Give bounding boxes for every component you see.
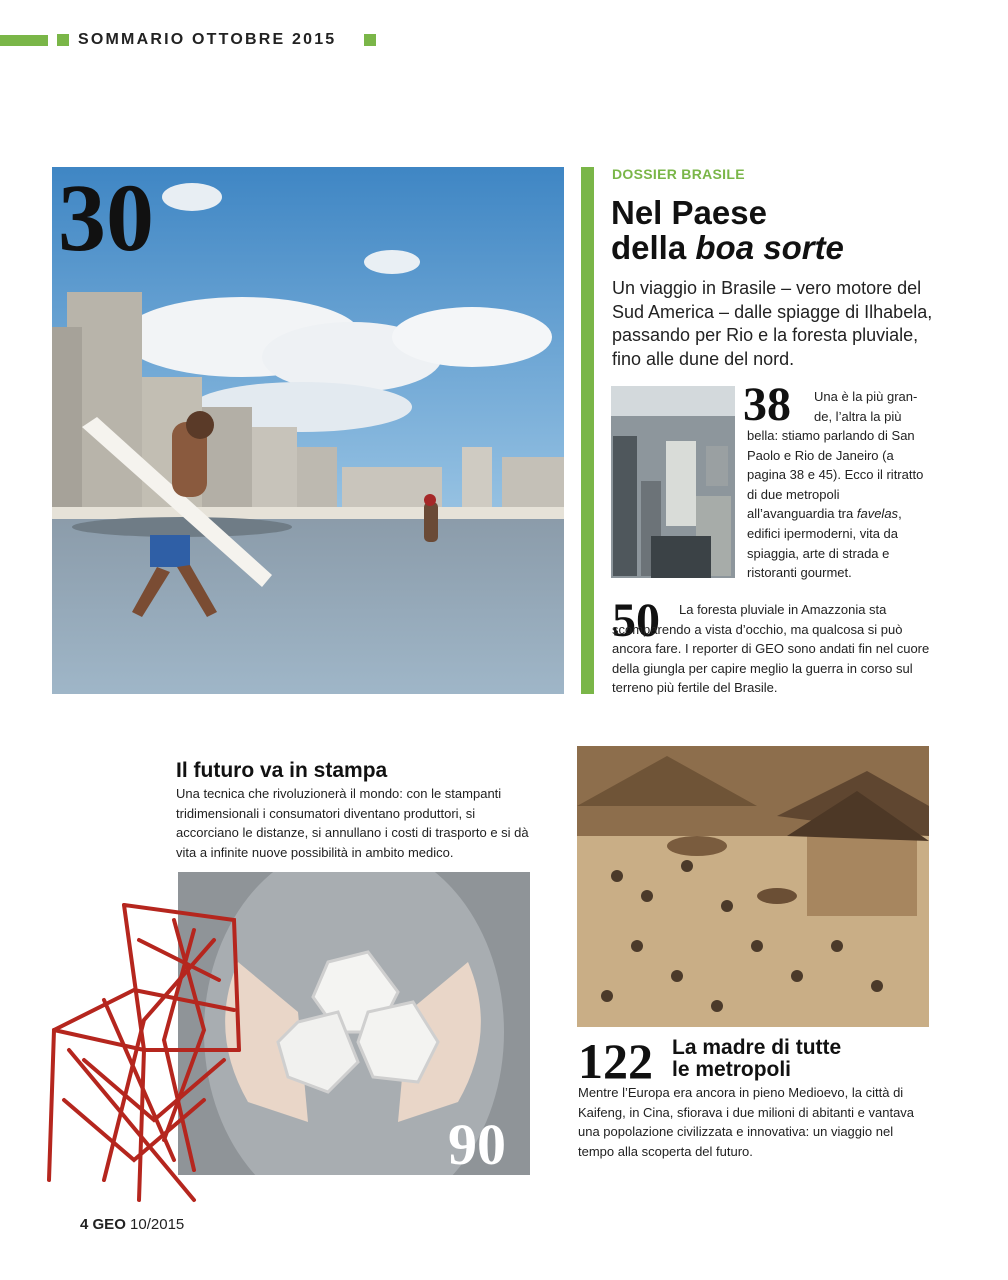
article38-text xyxy=(747,426,929,583)
page-number-90: 90 xyxy=(448,1112,506,1177)
article38-italic: favelas xyxy=(856,506,899,522)
footer-folio xyxy=(80,1216,184,1233)
kaifeng-scroll-painting xyxy=(577,746,929,1027)
article38-text-top xyxy=(814,387,934,426)
article122-title xyxy=(672,1037,841,1081)
red-3d-printed-chair xyxy=(44,900,244,1205)
article122-text: Mentre l’Europa era ancora in pieno Medioevo, la città di Kaifeng, in Cina, sfiorava i due milioni di abitanti e vantava una popolazione civilizzata e innovativa: un viaggio nel tempo alla scoperta del futuro. xyxy=(578,1085,915,1159)
title-italic: boa sorte xyxy=(695,229,844,266)
article38-line1: Una è la più gran- xyxy=(814,389,918,404)
dossier-title xyxy=(611,195,951,265)
header-square-right xyxy=(364,34,376,46)
dossier-title-line2 xyxy=(611,230,951,265)
sao-paulo-photo xyxy=(611,386,735,578)
dossier-lead: Un viaggio in Brasile – vero motore del Sud America – dalle spiagge di Ilhabela, passando per Rio e la foresta pluviale, fino alle dune del nord. xyxy=(612,278,933,369)
footer-page-number: 4 xyxy=(80,1216,89,1233)
dossier-accent-bar xyxy=(581,167,594,694)
title-plain: della xyxy=(611,229,696,266)
footer-magazine-name: GEO xyxy=(92,1216,126,1233)
article90-title: Il futuro va in stampa xyxy=(176,759,388,782)
article90-text: Una tecnica che rivoluzionerà il mondo: con le stampanti tridimensionali i consumatori diventano produttori, si accorciano le distanze, si annullano i costi di trasporto e si dà vita a infinite nuove possibilità in ambito medico. xyxy=(176,786,529,860)
section-title: SOMMARIO OTTOBRE 2015 xyxy=(78,31,337,48)
page-number-30: 30 xyxy=(58,164,154,271)
article122-title-line2: le metropoli xyxy=(672,1058,792,1081)
dossier-title-line1: Nel Paese xyxy=(611,194,767,231)
article38-text-a: bella: stiamo parlando di San Paolo e Rio de Janeiro (a pagina 38 e 45). Ecco il ritratto di due metropoli all’avanguardia tra xyxy=(747,428,924,522)
header-square-left xyxy=(57,34,69,46)
article122-title-line1: La madre di tutte xyxy=(672,1036,842,1059)
footer-issue: 10/2015 xyxy=(130,1216,185,1233)
page-number-122: 122 xyxy=(578,1033,653,1089)
page-number-50: 50 xyxy=(612,594,660,647)
article38-text-b: , edifici ipermoderni, vita da spiaggia, arte di strada e ristoranti gourmet. xyxy=(747,506,902,581)
header-accent-bar xyxy=(0,35,48,46)
dossier-label: DOSSIER BRASILE xyxy=(612,166,745,182)
article38-line2: de, l’altra la più xyxy=(814,408,902,424)
page-number-38: 38 xyxy=(743,378,791,431)
article50-text: La foresta pluviale in Amazzonia sta scomparendo a vista d’occhio, ma qualcosa si può ancora fare. I reporter di GEO sono andati fin nel cuore della giungla per capire meglio la guerra in corso sul terreno più fertile del Brasile. xyxy=(612,602,930,696)
